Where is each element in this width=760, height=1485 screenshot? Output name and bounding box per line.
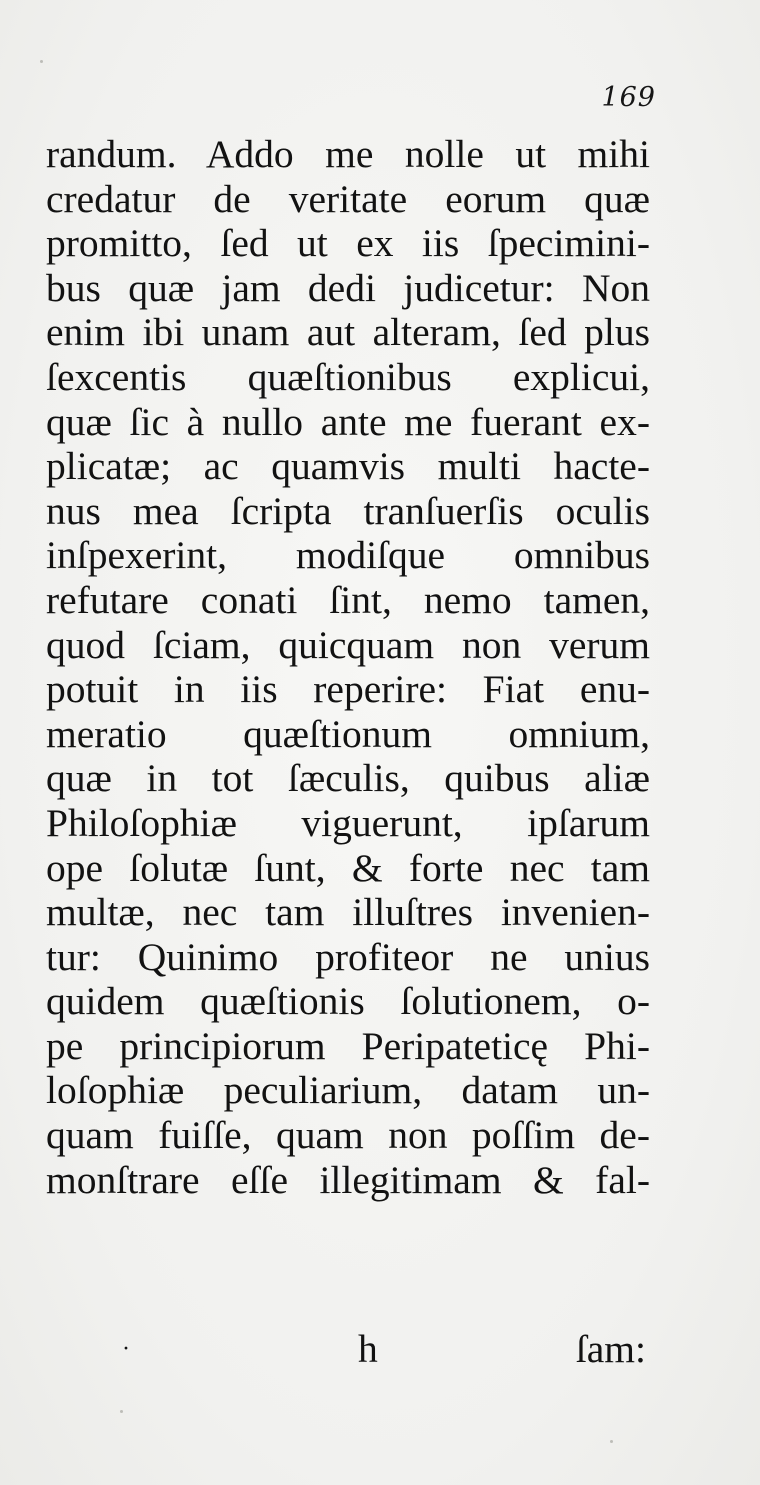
- body-text: [46, 132, 650, 1202]
- paper-speck: [40, 60, 43, 63]
- text-line-6: ſexcentis quæſtionibus explicui,: [46, 354, 650, 399]
- paper-speck: [120, 1410, 123, 1413]
- text-line-24: monſtrare eſſe illegitimam & fal-: [46, 1157, 650, 1202]
- text-line-1: randum. Addo me nolle ut mihi: [46, 132, 650, 176]
- catchword: ſam:: [575, 1327, 646, 1371]
- paper-speck: [610, 1440, 613, 1443]
- text-line-14: meratio quæſtionum omnium,: [46, 711, 650, 756]
- text-line-11: refutare conati ſint, nemo tamen,: [46, 577, 650, 622]
- text-line-17: ope ſolutæ ſunt, & forte nec tam: [46, 845, 650, 890]
- text-line-19: tur: Quinimo profiteor ne unius: [46, 934, 650, 979]
- text-line-3: promitto, ſed ut ex iis ſpecimini-: [46, 221, 650, 266]
- text-line-20: quidem quæſtionis ſolutionem, o-: [46, 979, 650, 1024]
- text-line-16: Philoſophiæ viguerunt, ipſarum: [46, 800, 650, 845]
- text-line-10: inſpexerint, modiſque omnibus: [46, 533, 650, 578]
- text-line-15: quæ in tot ſæculis, quibus aliæ: [46, 756, 650, 801]
- text-line-7: quæ ſic à nullo ante me fuerant ex-: [46, 399, 650, 444]
- text-line-9: nus mea ſcripta tranſuerſis oculis: [46, 488, 650, 533]
- page-number: 169: [601, 82, 656, 113]
- text-line-5: enim ibi unam aut alteram, ſed plus: [46, 310, 650, 355]
- text-line-2: credatur de veritate eorum quæ: [46, 176, 650, 221]
- text-line-23: quam fuiſſe, quam non poſſim de-: [46, 1113, 650, 1158]
- page-footer: [46, 1326, 646, 1376]
- footer-dot: ·: [122, 1336, 130, 1362]
- text-line-8: plicatæ; ac quamvis multi hacte-: [46, 444, 650, 489]
- signature-mark: h: [358, 1327, 378, 1371]
- text-line-18: multæ, nec tam illuſtres invenien-: [46, 890, 650, 935]
- text-line-12: quod ſciam, quicquam non verum: [46, 622, 650, 667]
- text-line-21: pe principiorum Peripateticę Phi-: [46, 1023, 650, 1068]
- text-line-4: bus quæ jam dedi judicetur: Non: [46, 265, 650, 310]
- text-line-13: potuit in iis reperire: Fiat enu-: [46, 667, 650, 712]
- text-line-22: loſophiæ peculiarium, datam un-: [46, 1068, 650, 1113]
